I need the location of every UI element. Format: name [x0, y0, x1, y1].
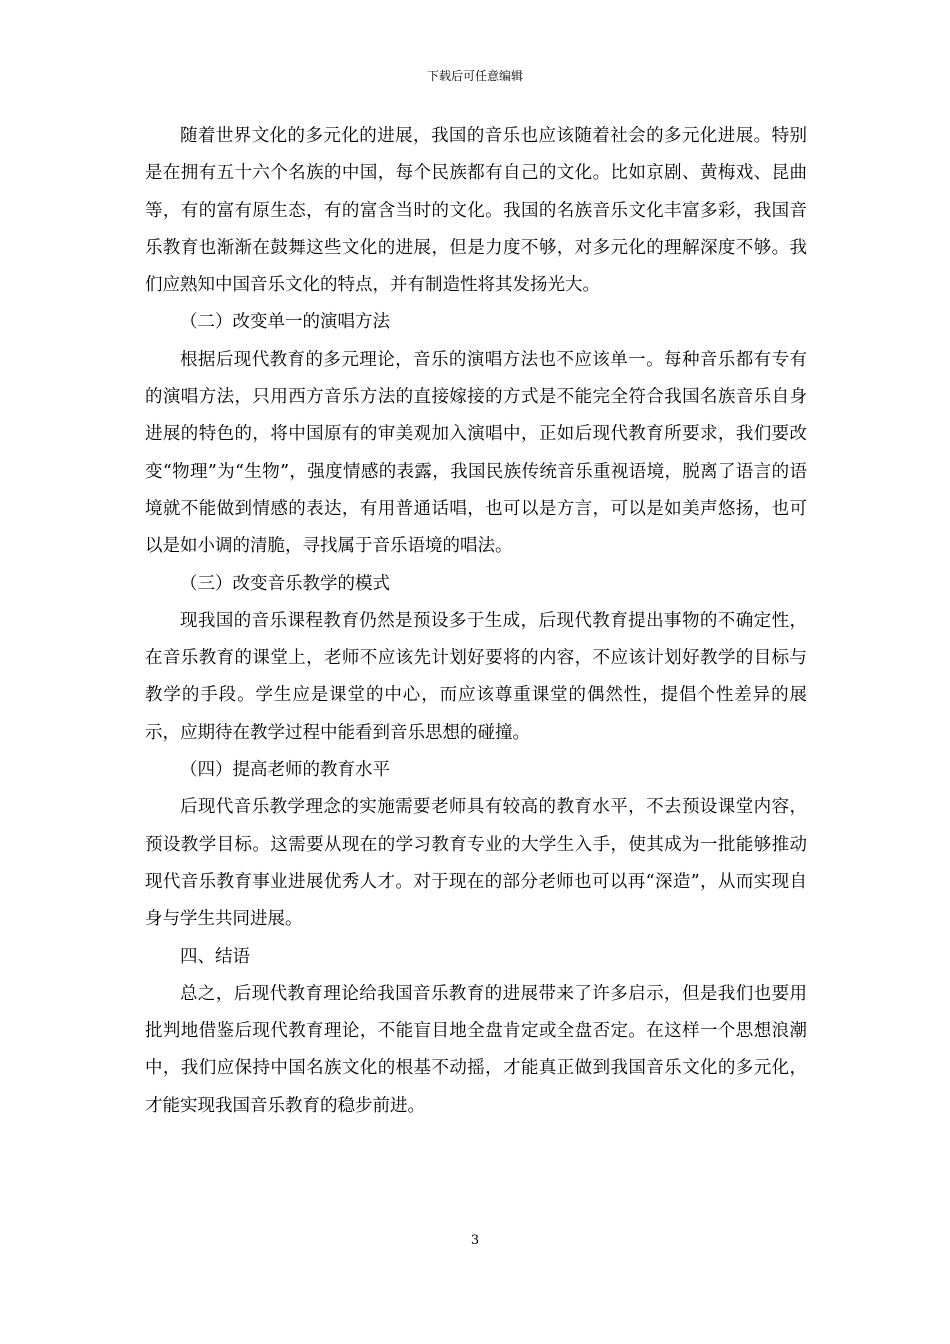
- paragraph-cultural-diversity: 随着世界文化的多元化的进展，我国的音乐也应该随着社会的多元化进展。特别是在拥有五十六个名族的中国，每个民族都有自己的文化。比如京剧、黄梅戏、昆曲等，有的富有原生态，有的富含当时的文化。我国的名族音乐文化丰富多彩，我国音乐教育也渐渐在鼓舞这些文化的进展，但是力度不够，对多元化的理解深度不够。我们应熟知中国音乐文化的特点，并有制造性将其发扬光大。: [145, 126, 807, 296]
- paragraph-conclusion: 总之，后现代教育理论给我国音乐教育的进展带来了许多启示，但是我们也要用批判地借鉴后现代教育理论，不能盲目地全盘肯定或全盘否定。在这样一个思想浪潮中，我们应保持中国名族文化的根基不动摇，才能真正做到我国音乐文化的多元化，才能实现我国音乐教育的稳步前进。: [145, 983, 807, 1116]
- section-heading-conclusion: 四、结语: [180, 946, 250, 967]
- page-header: 下载后可任意编辑: [426, 69, 523, 83]
- section-heading-teaching-mode: （三）改变音乐教学的模式: [180, 573, 390, 594]
- paragraph-singing-methods: 根据后现代教育的多元理论，音乐的演唱方法也不应该单一。每种音乐都有专有的演唱方法，只用西方音乐方法的直接嫁接的方式是不能完全符合我国名族音乐自身进展的特色的，将中国原有的审美观加入演唱中，正如后现代教育所要求，我们要改变“物理”为“生物”，强度情感的表露，我国民族传统音乐重视语境，脱离了语言的语境就不能做到情感的表达，有用普通话唱，也可以是方言，可以是如美声悠扬，也可以是如小调的清脆，寻找属于音乐语境的唱法。: [145, 349, 807, 557]
- page-number: 3: [470, 1233, 480, 1248]
- section-heading-singing-methods: （二）改变单一的演唱方法: [180, 312, 390, 333]
- section-heading-teacher-level: （四）提高老师的教育水平: [180, 760, 390, 781]
- paragraph-teacher-level: 后现代音乐教学理念的实施需要老师具有较高的教育水平，不去预设课堂内容，预设教学目标。这需要从现在的学习教育专业的大学生入手，使其成为一批能够推动现代音乐教育事业进展优秀人才。对于现在的部分老师也可以再“深造”，从而实现自身与学生共同进展。: [145, 797, 807, 930]
- document-body: [145, 118, 807, 1125]
- paragraph-teaching-mode: 现我国的音乐课程教育仍然是预设多于生成，后现代教育提出事物的不确定性，在音乐教育的课堂上，老师不应该先计划好要将的内容，不应该计划好教学的目标与教学的手段。学生应是课堂的中心，而应该尊重课堂的偶然性，提倡个性差异的展示，应期待在教学过程中能看到音乐思想的碰撞。: [145, 610, 807, 743]
